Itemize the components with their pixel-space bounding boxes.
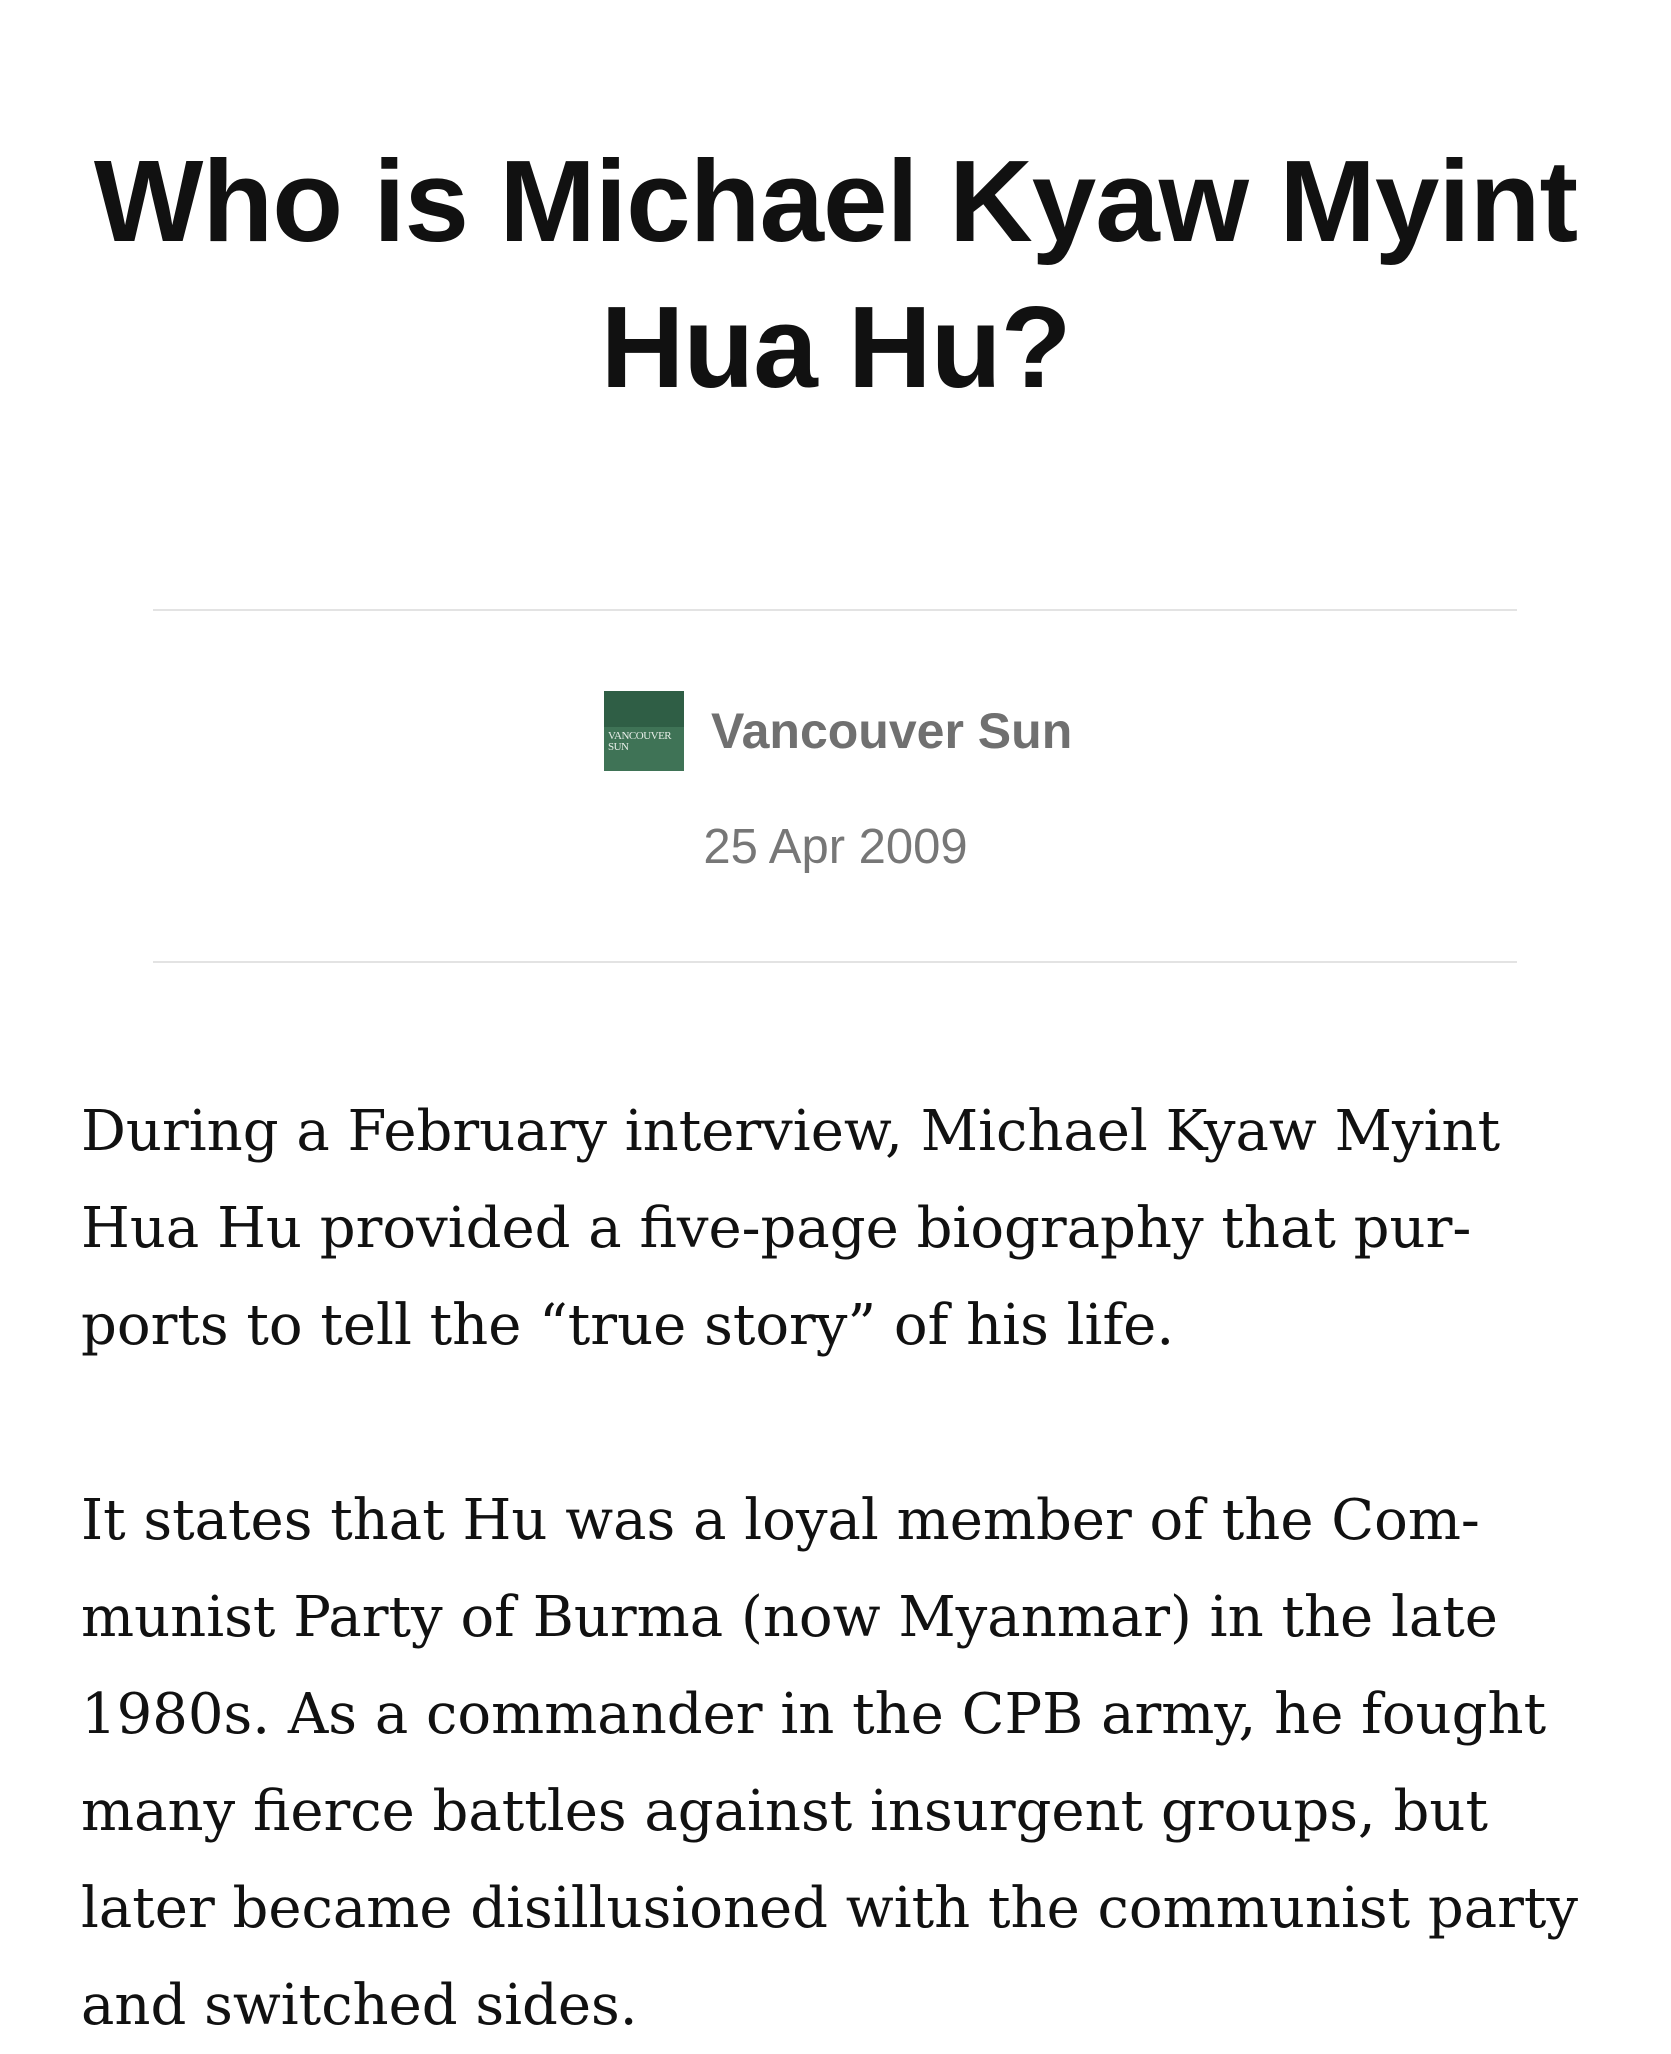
top-divider <box>153 609 1517 611</box>
bottom-divider <box>153 961 1517 963</box>
source-byline[interactable] <box>604 691 1072 771</box>
source-name[interactable]: Vancouver Sun <box>711 703 1073 759</box>
article-paragraph-1: During a February interview, Michael Kyaw Myint Hua Hu provided a five-page biography that pur- ports to tell the “true story” of his life. <box>81 1099 1501 1358</box>
vancouver-sun-logo <box>604 691 684 771</box>
publish-date: 25 Apr 2009 <box>703 820 968 874</box>
logo-wordmark: VANCOUVER SUN <box>608 730 672 753</box>
article-title: Who is Michael Kyaw Myint Hua Hu? <box>93 136 1578 412</box>
article-paragraph-2: It states that Hu was a loyal member of the Com- munist Party of Burma (now Myanmar) in the late 1980s. As a commander in the CPB army, he fought many fierce battles against insurgent groups, but later became disillusioned with the communist party and switched sides. <box>81 1488 1579 2038</box>
